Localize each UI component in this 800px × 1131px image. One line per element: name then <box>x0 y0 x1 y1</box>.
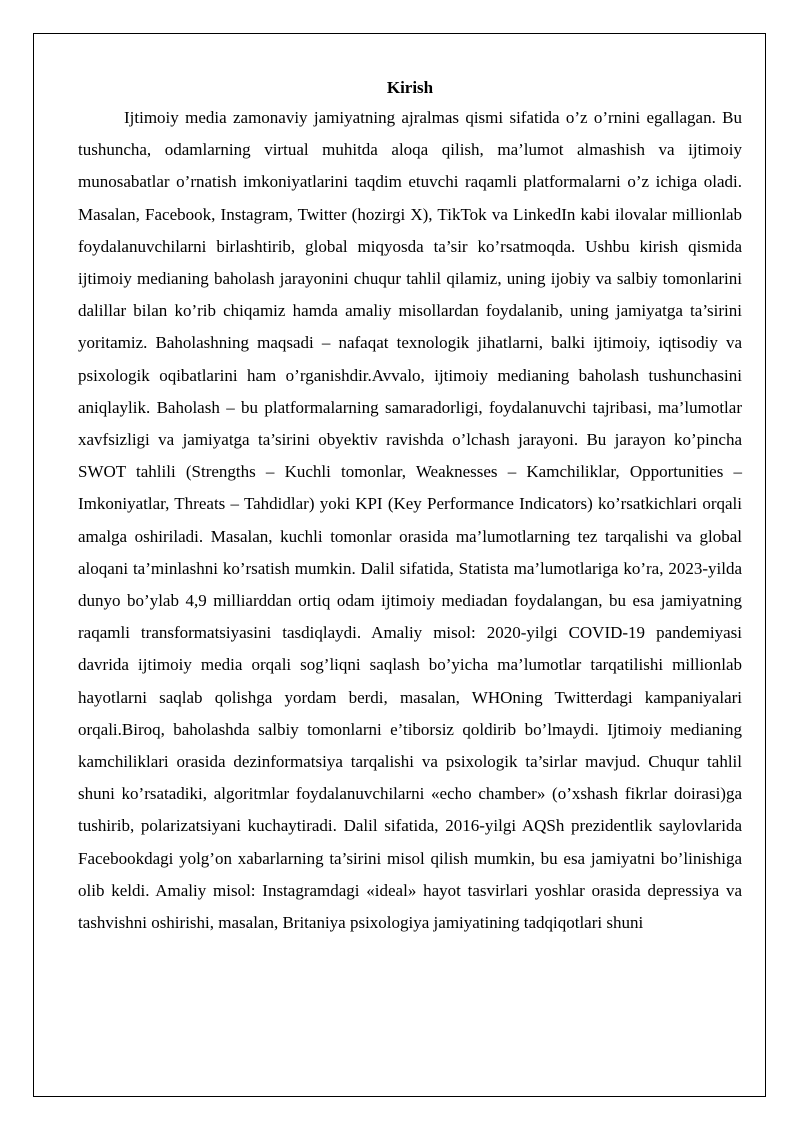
body-paragraph: Ijtimoiy media zamonaviy jamiyatning ajralmas qismi sifatida o’z o’rnini egallagan. Bu tushuncha, odamlarning virtual muhitda aloqa qilish, ma’lumot almashish va ijtimoiy munosabatlar o’rnatish imkoniyatlarini taqdim etuvchi raqamli platformalarni o’z ichiga oladi. Masalan, Facebook, Instagram, Twitter (hozirgi X), TikTok va LinkedIn kabi ilovalar millionlab foydalanuvchilarni birlashtirib, global miqyosda ta’sir ko’rsatmoqda. Ushbu kirish qismida ijtimoiy medianing baholash jarayonini chuqur tahlil qilamiz, uning ijobiy va salbiy tomonlarini dalillar bilan ko’rib chiqamiz hamda amaliy misollardan foydalanib, uning jamiyatga ta’sirini yoritamiz. Baholashning maqsadi – nafaqat texnologik jihatlarni, balki ijtimoiy, iqtisodiy va psixologik oqibatlarini ham o’rganishdir.Avvalo, ijtimoiy medianing baholash tushunchasini aniqlaylik. Baholash – bu platformalarning samaradorligi, foydalanuvchi tajribasi, ma’lumotlar xavfsizligi va jamiyatga ta’sirini obyektiv ravishda o’lchash jarayoni. Bu jarayon ko’pincha SWOT tahlili (Strengths – Kuchli tomonlar, Weaknesses – Kamchiliklar, Opportunities – Imkoniyatlar, Threats – Tahdidlar) yoki KPI (Key Performance Indicators) ko’rsatkichlari orqali amalga oshiriladi. Masalan, kuchli tomonlar orasida ma’lumotlarning tez tarqalishi va global aloqani ta’minlashni ko’rsatish mumkin. Dalil sifatida, Statista ma’lumotlariga ko’ra, 2023-yilda dunyo bo’ylab 4,9 milliarddan ortiq odam ijtimoiy mediadan foydalangan, bu esa jamiyatning raqamli transformatsiyasini tasdiqlaydi. Amaliy misol: 2020-yilgi COVID-19 pandemiyasi davrida ijtimoiy media orqali sog’liqni saqlash bo’yicha ma’lumotlar tarqatilishi millionlab hayotlarni saqlab qolishga yordam berdi, masalan, WHOning Twitterdagi kampaniyalari orqali.Biroq, baholashda salbiy tomonlarni e’tiborsiz qoldirib bo’lmaydi. Ijtimoiy medianing kamchiliklari orasida dezinformatsiya tarqalishi va psixologik ta’sirlar mavjud. Chuqur tahlil shuni ko’rsatadiki, algoritmlar foydalanuvchilarni «echo chamber» (o’xshash fikrlar doirasi)ga tushirib, polarizatsiyani kuchaytiradi. Dalil sifatida, 2016-yilgi AQSh prezidentlik saylovlarida Facebookdagi yolg’on xabarlarning ta’sirini misol qilish mumkin, bu esa jamiyatni bo’linishiga olib keldi. Amaliy misol: Instagramdagi «ideal» hayot tasvirlari yoshlar orasida depressiya va tashvishni oshirishi, masalan, Britaniya psixologiya jamiyatining tadqiqotlari shuni <box>78 108 742 933</box>
document-title: Kirish <box>386 78 434 97</box>
document-body <box>78 74 742 939</box>
